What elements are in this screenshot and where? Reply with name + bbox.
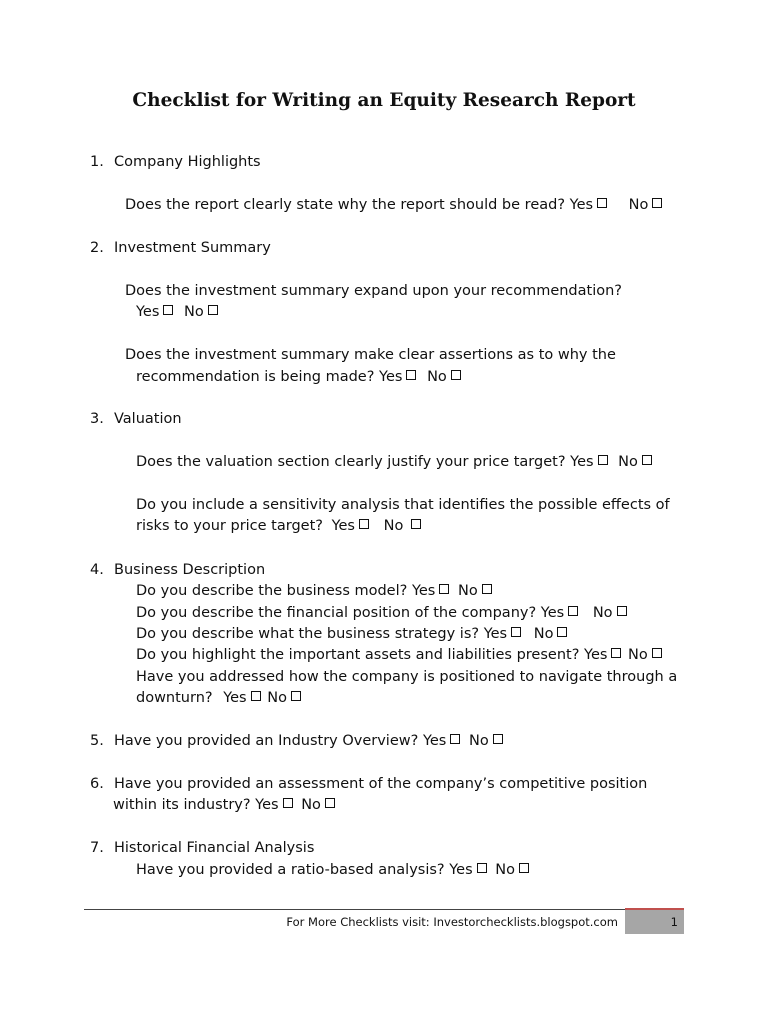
question-text: Does the valuation section clearly justify your price target? xyxy=(136,454,566,470)
section-number: 4. xyxy=(90,562,104,578)
no-label: No xyxy=(628,647,648,663)
yes-checkbox[interactable] xyxy=(568,606,578,616)
yes-label: Yes xyxy=(584,647,608,663)
section-number: 2. xyxy=(90,240,104,256)
section-heading-text: Have you provided an Industry Overview? xyxy=(114,733,419,749)
no-checkbox[interactable] xyxy=(325,798,335,808)
yes-option xyxy=(255,797,292,813)
yes-checkbox[interactable] xyxy=(511,627,521,637)
question-text: Does the investment summary expand upon your recommendation? xyxy=(125,283,622,299)
no-checkbox[interactable] xyxy=(493,734,503,744)
no-checkbox[interactable] xyxy=(208,305,218,315)
yes-label: Yes xyxy=(569,197,594,213)
section-number: 1. xyxy=(90,154,104,170)
section-heading xyxy=(90,774,647,794)
yes-label: Yes xyxy=(379,369,403,385)
section-heading-text: Business Description xyxy=(114,562,266,578)
no-option xyxy=(618,454,652,470)
no-option xyxy=(629,197,663,213)
question-text: risks to your price target? xyxy=(136,518,323,534)
question-item xyxy=(136,367,461,387)
yes-label: Yes xyxy=(255,797,279,813)
no-label: No xyxy=(618,454,638,470)
no-label: No xyxy=(592,605,613,621)
question-text: Do you describe the business model? xyxy=(136,583,408,599)
yes-checkbox[interactable] xyxy=(359,519,369,529)
yes-option xyxy=(449,862,486,878)
section-heading-text: Investment Summary xyxy=(114,240,271,256)
no-checkbox[interactable] xyxy=(557,627,567,637)
section-number: 3. xyxy=(90,411,104,427)
no-option xyxy=(427,369,461,385)
document-title: Checklist for Writing an Equity Research Report xyxy=(132,90,636,111)
no-checkbox[interactable] xyxy=(451,370,461,380)
yes-checkbox[interactable] xyxy=(477,863,487,873)
no-label: No xyxy=(628,197,649,213)
section-heading-continued: within its industry? xyxy=(113,797,251,813)
question-text: Does the report clearly state why the report should be read? xyxy=(125,197,566,213)
yes-option xyxy=(423,733,460,749)
yes-option xyxy=(379,369,416,385)
yes-checkbox[interactable] xyxy=(450,734,460,744)
yes-option xyxy=(570,197,607,213)
question-text: Do you describe what the business strategy is? xyxy=(136,626,480,642)
section-number: 5. xyxy=(90,733,104,749)
yes-checkbox[interactable] xyxy=(283,798,293,808)
no-option xyxy=(458,583,492,599)
no-label: No xyxy=(267,690,287,706)
question-item xyxy=(136,860,529,880)
yes-option xyxy=(541,605,578,621)
no-label: No xyxy=(184,304,204,320)
no-checkbox[interactable] xyxy=(652,198,662,208)
question-text: Have you provided a ratio-based analysis? xyxy=(136,862,445,878)
yes-checkbox[interactable] xyxy=(598,455,608,465)
yes-option xyxy=(484,626,521,642)
question-item xyxy=(136,581,492,601)
no-checkbox[interactable] xyxy=(519,863,529,873)
no-checkbox[interactable] xyxy=(617,606,627,616)
yes-label: Yes xyxy=(540,605,565,621)
no-checkbox[interactable] xyxy=(411,519,421,529)
yes-label: Yes xyxy=(570,454,594,470)
question-item xyxy=(136,624,567,644)
yes-checkbox[interactable] xyxy=(163,305,173,315)
no-option xyxy=(184,304,218,320)
no-label: No xyxy=(427,369,447,385)
yes-label: Yes xyxy=(483,626,508,642)
yes-option xyxy=(570,454,607,470)
question-text: recommendation is being made? xyxy=(136,369,375,385)
footer-link[interactable]: For More Checklists visit: Investorchecklists.blogspot.com xyxy=(286,915,618,929)
no-checkbox[interactable] xyxy=(482,584,492,594)
question-item xyxy=(136,603,627,623)
section-heading-text: Have you provided an assessment of the company’s competitive position xyxy=(114,776,648,792)
section-heading xyxy=(90,560,265,580)
section-heading xyxy=(90,152,261,172)
yes-label: Yes xyxy=(422,733,447,749)
section-heading-text: Company Highlights xyxy=(114,154,261,170)
yes-option xyxy=(412,583,449,599)
yes-label: Yes xyxy=(449,862,473,878)
no-option xyxy=(495,862,529,878)
question-text: downturn? xyxy=(136,690,213,706)
yes-label: Yes xyxy=(223,690,247,706)
yes-label: Yes xyxy=(411,583,436,599)
question-item xyxy=(136,688,301,708)
no-checkbox[interactable] xyxy=(291,691,301,701)
question-text: Do you include a sensitivity analysis that identifies the possible effects of xyxy=(136,497,670,513)
no-label: No xyxy=(495,862,515,878)
yes-label: Yes xyxy=(136,304,160,320)
section-heading-text: Valuation xyxy=(114,411,182,427)
no-option xyxy=(534,626,568,642)
yes-option xyxy=(584,647,621,663)
footer-rule xyxy=(84,909,684,910)
answer-options xyxy=(136,302,218,322)
yes-label: Yes xyxy=(331,518,355,534)
yes-option xyxy=(136,304,173,320)
question-item xyxy=(90,731,503,751)
question-text: Do you highlight the important assets and liabilities present? xyxy=(136,647,580,663)
yes-option xyxy=(223,690,260,706)
section-heading-text: Historical Financial Analysis xyxy=(114,840,315,856)
no-option xyxy=(593,605,627,621)
question-text: Have you addressed how the company is positioned to navigate through a xyxy=(136,669,678,685)
section-number: 6. xyxy=(90,776,104,792)
no-label: No xyxy=(301,797,321,813)
no-option xyxy=(469,733,503,749)
yes-checkbox[interactable] xyxy=(406,370,416,380)
no-option xyxy=(267,690,301,706)
no-checkbox[interactable] xyxy=(652,648,662,658)
yes-option xyxy=(332,518,369,534)
no-checkbox[interactable] xyxy=(642,455,652,465)
question-item xyxy=(125,195,662,215)
question-item xyxy=(136,645,662,665)
no-label: No xyxy=(457,583,478,599)
question-text: Do you describe the financial position of the company? xyxy=(136,605,537,621)
section-heading xyxy=(90,838,314,858)
section-heading xyxy=(90,409,182,429)
no-option xyxy=(384,518,422,534)
yes-checkbox[interactable] xyxy=(439,584,449,594)
no-option xyxy=(301,797,335,813)
question-item xyxy=(136,452,652,472)
question-item xyxy=(113,795,335,815)
no-label: No xyxy=(533,626,554,642)
yes-checkbox[interactable] xyxy=(251,691,261,701)
no-option xyxy=(628,647,662,663)
section-heading xyxy=(90,238,271,258)
page-number: 1 xyxy=(625,910,684,934)
section-number: 7. xyxy=(90,840,104,856)
no-label: No xyxy=(383,518,404,534)
question-item xyxy=(136,516,421,536)
question-text: Does the investment summary make clear assertions as to why the xyxy=(125,347,616,363)
no-label: No xyxy=(468,733,489,749)
yes-checkbox[interactable] xyxy=(597,198,607,208)
yes-checkbox[interactable] xyxy=(611,648,621,658)
